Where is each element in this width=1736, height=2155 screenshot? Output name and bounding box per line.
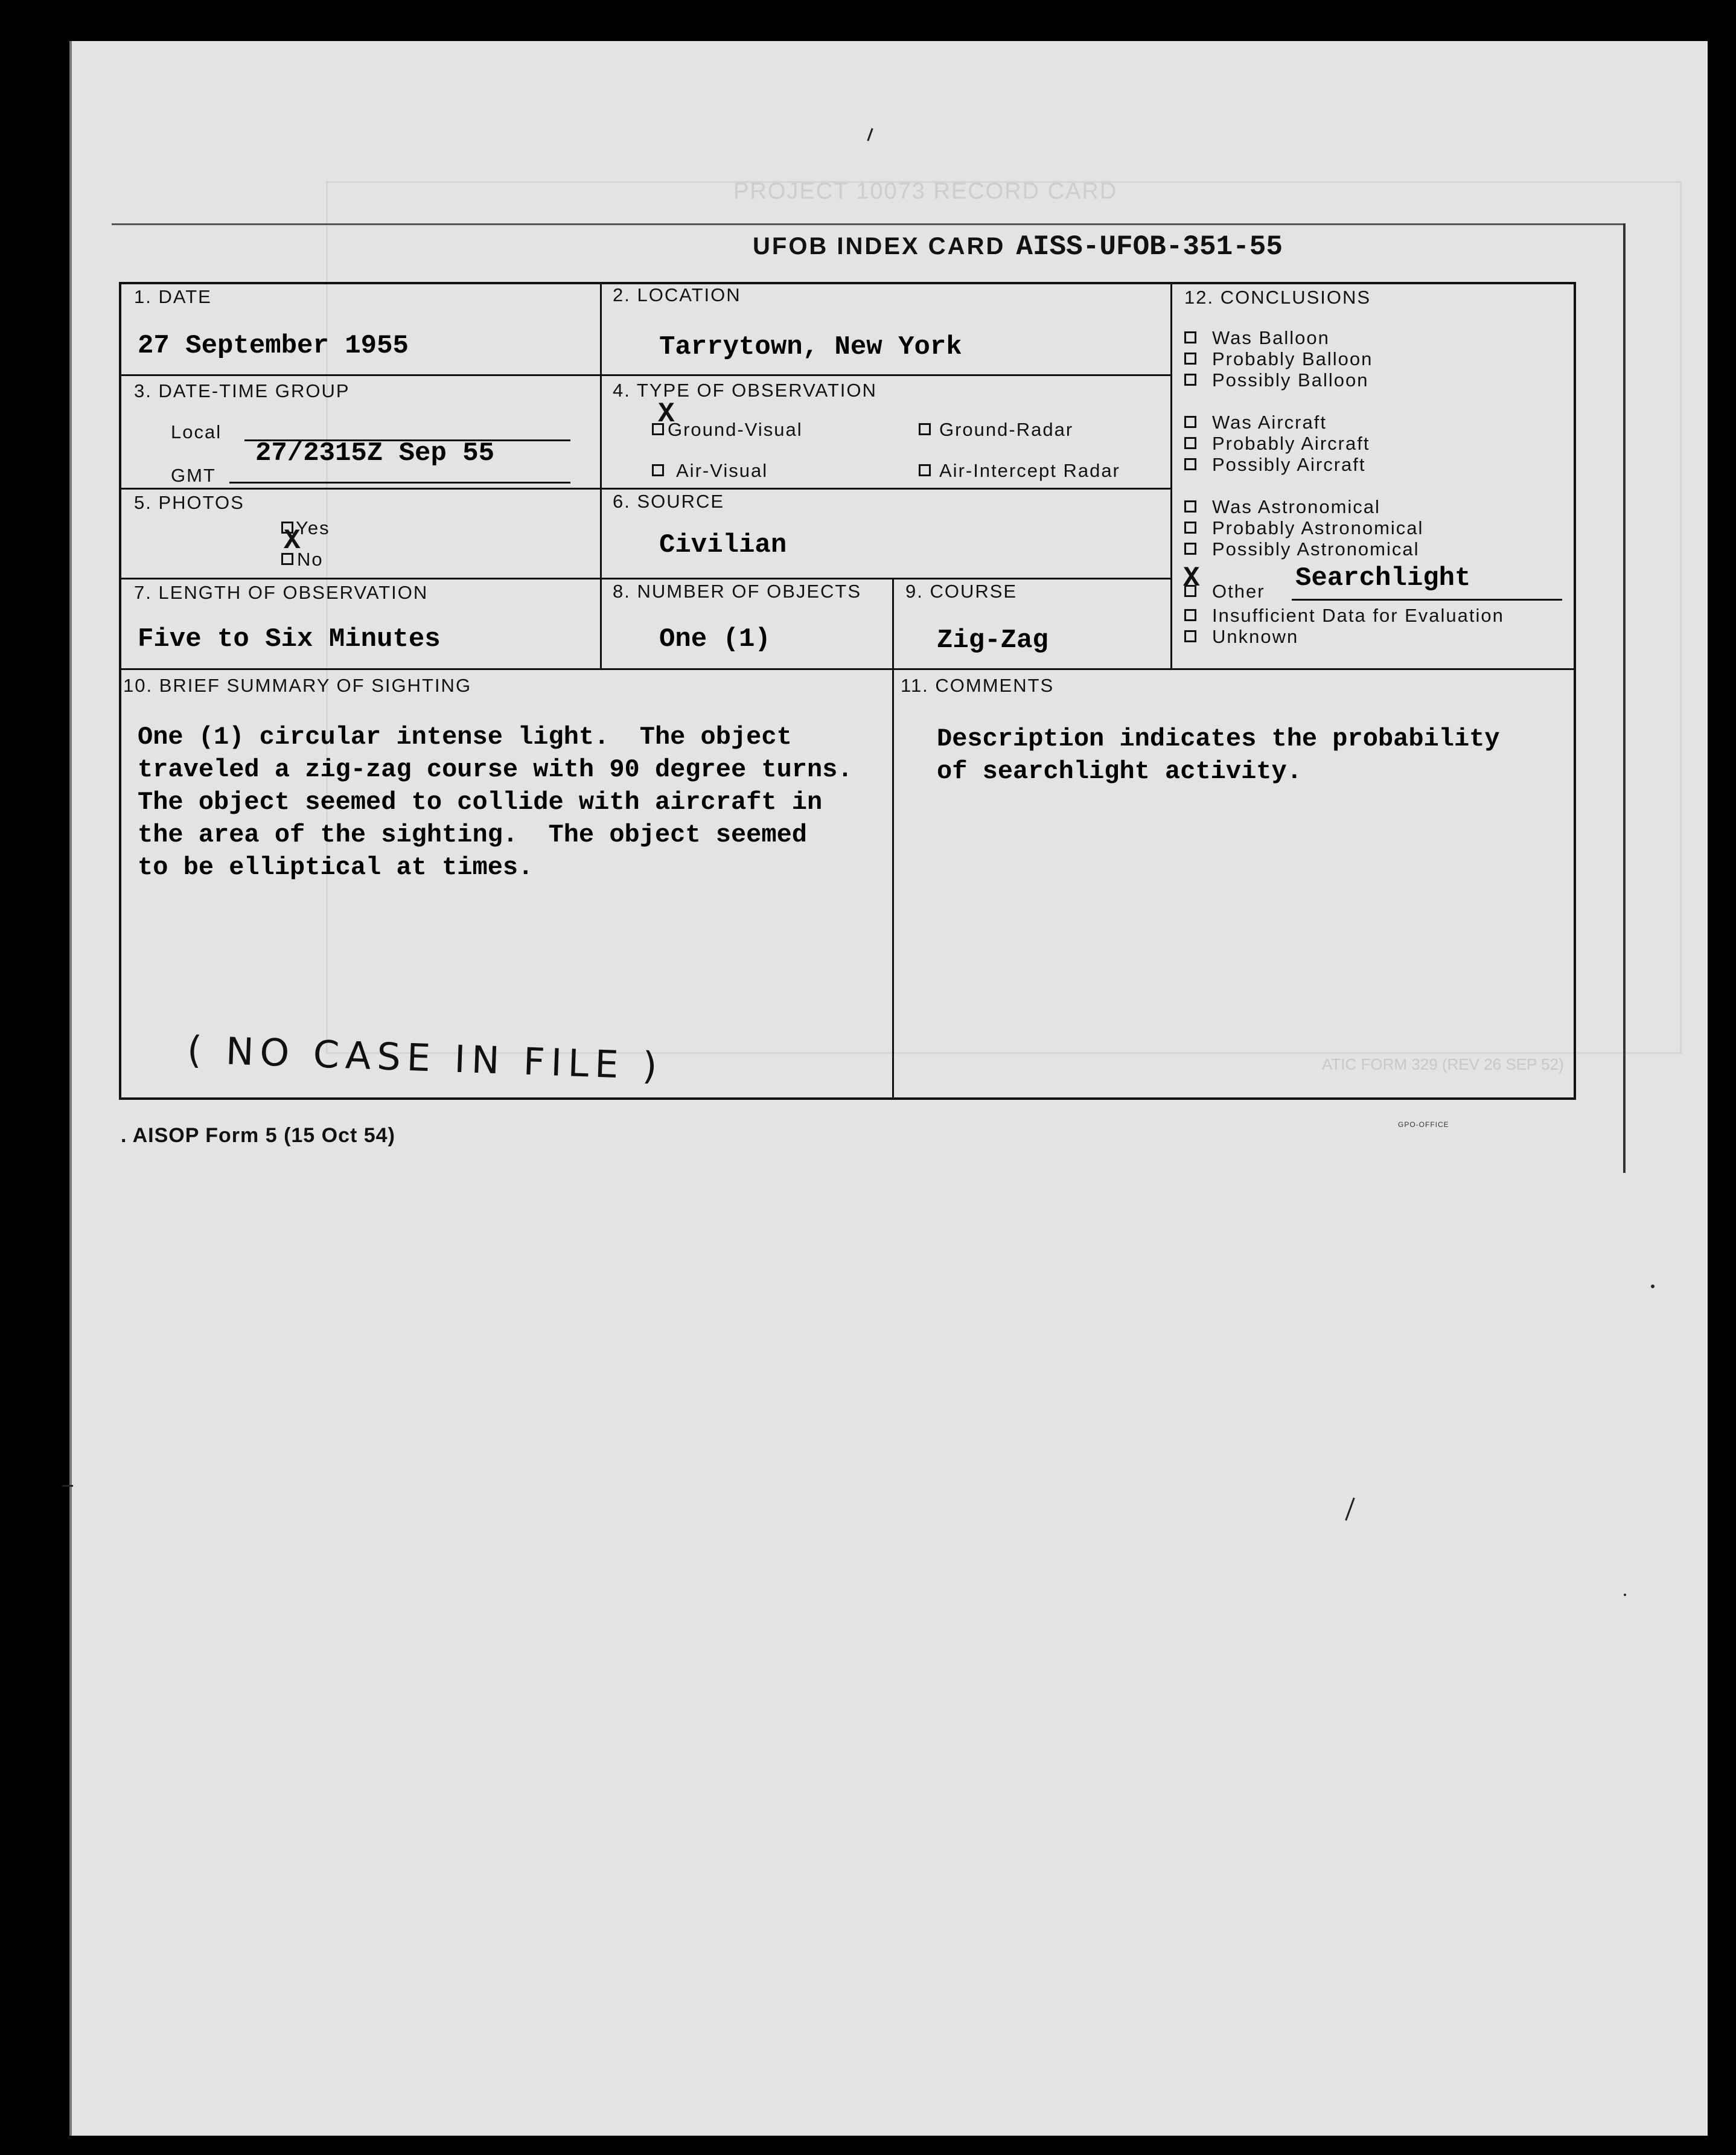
conclusion-was-astronomical[interactable] <box>1184 496 1380 518</box>
divider <box>600 282 602 668</box>
summary-text <box>138 721 853 884</box>
conclusion-label: Probably Astronomical <box>1212 517 1424 538</box>
conclusion-label: Insufficient Data for Evaluation <box>1212 605 1504 626</box>
location-label: 2. LOCATION <box>613 284 741 305</box>
checkbox-icon <box>652 423 664 435</box>
summary-line: One (1) circular intense light. The object <box>138 723 792 752</box>
bleed-through-footer: ATIC FORM 329 (REV 26 SEP 52) <box>1322 1055 1564 1073</box>
card-number: AISS-UFOB-351-55 <box>1016 231 1283 263</box>
handwritten-note: ( NO CASE IN FILE ) <box>186 1027 664 1088</box>
summary-line: The object seemed to collide with aircraft in <box>138 788 823 817</box>
location-value: Tarrytown, New York <box>659 332 962 362</box>
conclusion-possibly-balloon[interactable] <box>1184 369 1368 391</box>
date-time-group-label: 3. DATE-TIME GROUP <box>134 380 350 401</box>
conclusion-label: Possibly Aircraft <box>1212 454 1366 475</box>
scan-speck <box>1651 1285 1655 1288</box>
ground-visual-x-mark: X <box>658 398 675 430</box>
conclusion-label: Probably Balloon <box>1212 348 1373 369</box>
source-value: Civilian <box>659 530 787 560</box>
number-of-objects-label: 8. NUMBER OF OBJECTS <box>613 581 862 602</box>
form-identifier: . AISOP Form 5 (15 Oct 54) <box>121 1124 395 1147</box>
option-ground-radar[interactable] <box>919 419 1073 441</box>
card-title <box>753 231 1283 263</box>
conclusion-unknown[interactable] <box>1184 626 1298 648</box>
divider <box>119 578 1170 579</box>
comments-text <box>937 723 1500 788</box>
conclusion-was-balloon[interactable] <box>1184 327 1330 349</box>
option-ground-visual[interactable] <box>652 419 803 441</box>
divider <box>119 374 1170 376</box>
print-code: GPO-OFFICE <box>1398 1120 1449 1129</box>
date-value: 27 September 1955 <box>138 331 409 361</box>
conclusion-label: Was Balloon <box>1212 327 1330 348</box>
checkbox-icon <box>1184 458 1196 470</box>
checkbox-icon <box>1184 331 1196 343</box>
local-label: Local <box>171 421 222 442</box>
other-line <box>1292 599 1562 601</box>
photos-no-x-mark: X <box>284 525 301 557</box>
conclusion-possibly-aircraft[interactable] <box>1184 454 1366 476</box>
conclusion-label: Was Astronomical <box>1212 496 1380 517</box>
gmt-line <box>229 482 570 484</box>
summary-line: to be elliptical at times. <box>138 853 534 882</box>
option-photos-no[interactable] <box>281 549 324 570</box>
course-label: 9. COURSE <box>905 581 1018 602</box>
checkbox-icon <box>1184 416 1196 428</box>
conclusion-possibly-astronomical[interactable] <box>1184 538 1420 560</box>
scan-speck <box>62 1485 73 1487</box>
conclusions-label: 12. CONCLUSIONS <box>1184 287 1371 308</box>
option-air-visual[interactable] <box>652 460 768 482</box>
checkbox-icon <box>919 423 931 435</box>
summary-line: traveled a zig-zag course with 90 degree turns. <box>138 755 853 784</box>
conclusion-was-aircraft[interactable] <box>1184 412 1327 433</box>
checkbox-icon <box>1184 522 1196 534</box>
card-title-text: UFOB INDEX CARD <box>753 233 1006 260</box>
checkbox-icon <box>1184 543 1196 555</box>
card-frame-right <box>1623 223 1626 1173</box>
conclusion-label: Possibly Balloon <box>1212 369 1369 391</box>
checkbox-icon <box>1184 353 1196 365</box>
conclusion-insufficient-data[interactable] <box>1184 605 1504 627</box>
summary-label: 10. BRIEF SUMMARY OF SIGHTING <box>123 675 472 696</box>
divider <box>1170 282 1172 668</box>
conclusion-probably-astronomical[interactable] <box>1184 517 1423 539</box>
conclusion-label: Unknown <box>1212 626 1299 647</box>
photos-label: 5. PHOTOS <box>134 492 244 513</box>
conclusion-probably-aircraft[interactable] <box>1184 433 1370 455</box>
checkbox-icon <box>1184 609 1196 621</box>
gmt-label: GMT <box>171 465 216 486</box>
checkbox-icon <box>281 553 293 565</box>
date-time-group-value: 27/2315Z Sep 55 <box>255 438 495 468</box>
summary-line: the area of the sighting. The object seemed <box>138 820 807 849</box>
conclusion-label: Possibly Astronomical <box>1212 538 1420 560</box>
checkbox-icon <box>1184 437 1196 449</box>
length-of-observation-value: Five to Six Minutes <box>138 624 441 654</box>
checkbox-icon <box>1184 374 1196 386</box>
card-frame-top <box>112 223 1626 225</box>
other-value: Searchlight <box>1295 563 1471 593</box>
conclusion-label: Probably Aircraft <box>1212 433 1370 454</box>
divider <box>892 578 894 1100</box>
option-label: Ground-Visual <box>668 419 803 440</box>
conclusion-label: Was Aircraft <box>1212 412 1327 433</box>
conclusion-other[interactable] <box>1184 581 1265 602</box>
number-of-objects-value: One (1) <box>659 624 771 654</box>
bleed-through-title: PROJECT 10073 RECORD CARD <box>733 179 1118 204</box>
option-label: Yes <box>296 517 330 538</box>
comments-line: Description indicates the probability <box>937 724 1500 753</box>
source-label: 6. SOURCE <box>613 491 725 512</box>
comments-label: 11. COMMENTS <box>901 675 1055 696</box>
option-air-intercept-radar[interactable] <box>919 460 1120 482</box>
checkbox-icon <box>1184 500 1196 512</box>
length-of-observation-label: 7. LENGTH OF OBSERVATION <box>134 582 429 603</box>
conclusion-probably-balloon[interactable] <box>1184 348 1373 370</box>
checkbox-icon <box>1184 585 1196 597</box>
date-label: 1. DATE <box>134 286 212 307</box>
conclusion-label: Other <box>1212 581 1265 602</box>
divider <box>119 488 1170 490</box>
option-label: Ground-Radar <box>939 419 1074 440</box>
option-label: No <box>297 549 324 570</box>
other-x-mark: X <box>1183 563 1200 594</box>
checkbox-icon <box>919 464 931 476</box>
type-of-observation-label: 4. TYPE OF OBSERVATION <box>613 380 877 401</box>
checkbox-icon <box>652 464 664 476</box>
scan-speck <box>1624 1594 1626 1596</box>
option-label: Air-Intercept Radar <box>939 460 1120 481</box>
option-label: Air-Visual <box>676 460 768 481</box>
checkbox-icon <box>1184 630 1196 642</box>
divider <box>119 668 1576 670</box>
course-value: Zig-Zag <box>937 625 1048 656</box>
comments-line: of searchlight activity. <box>937 757 1302 786</box>
